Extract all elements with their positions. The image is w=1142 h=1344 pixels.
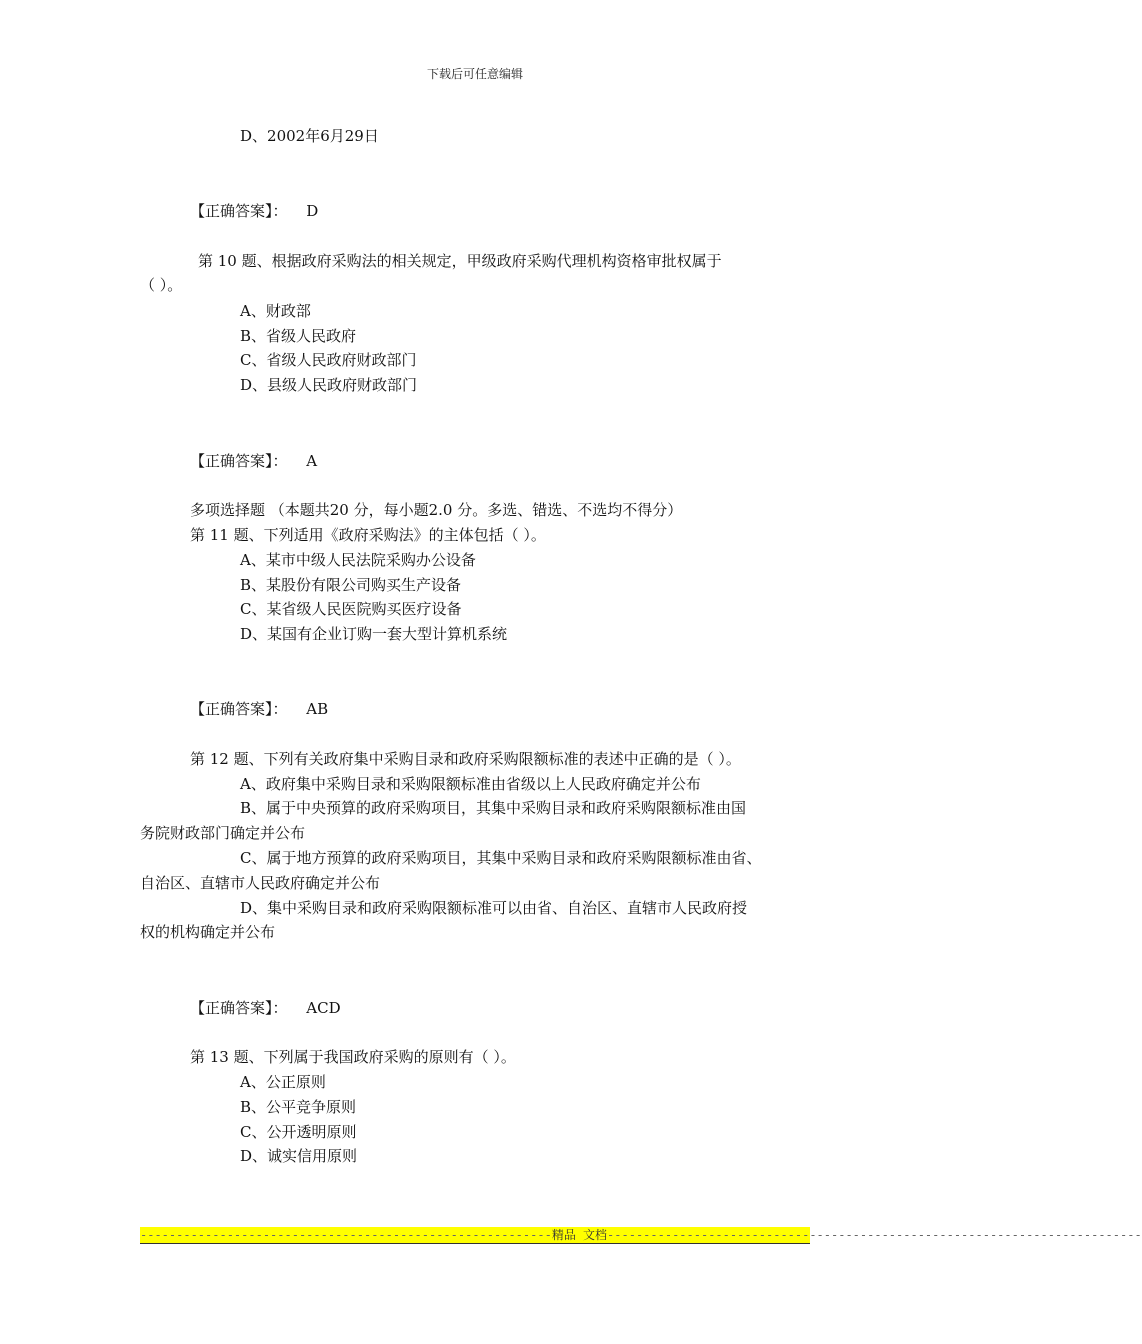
q11-stem: 第 11 题、下列适用《政府采购法》的主体包括（ ）。 [190, 526, 546, 544]
q12-option-c-line1: C、属于地方预算的政府采购项目，其集中采购目录和政府采购限额标准由省、 [240, 849, 762, 867]
q12-answer [190, 998, 341, 1018]
q10-option-d: D、县级人民政府财政部门 [240, 376, 418, 394]
answer-value: AB [306, 700, 329, 718]
answer-value: D [306, 202, 319, 220]
q13-option-a: A、公正原则 [240, 1073, 326, 1091]
answer-value: ACD [306, 999, 341, 1017]
q12-option-a: A、政府集中采购目录和采购限额标准由省级以上人民政府确定并公布 [240, 775, 701, 793]
q10-stem-line1: 第 10 题、根据政府采购法的相关规定，甲级政府采购代理机构资格审批权属于 [198, 252, 722, 270]
q10-answer [190, 451, 317, 471]
footer-left-dashes: --------------------------------------------------------- [140, 1228, 552, 1242]
q9-option-d: D、2002年6月29日 [240, 127, 379, 145]
q11-option-d: D、某国有企业订购一套大型计算机系统 [240, 625, 508, 643]
q10-option-c: C、省级人民政府财政部门 [240, 351, 417, 369]
answer-label: 【正确答案】： [190, 700, 288, 718]
answer-label: 【正确答案】： [190, 202, 288, 220]
footer-bar [140, 1227, 1142, 1244]
q9-answer [190, 201, 318, 221]
q13-option-d: D、诚实信用原则 [240, 1147, 358, 1165]
section-heading: 多项选择题 （本题共20 分，每小题2.0 分。多选、错选、不选均不得分） [190, 501, 683, 519]
q11-option-c: C、某省级人民医院购买医疗设备 [240, 600, 462, 618]
answer-label: 【正确答案】： [190, 452, 288, 470]
q11-option-a: A、某市中级人民法院采购办公设备 [240, 551, 476, 569]
answer-value: A [306, 452, 318, 470]
q10-option-b: B、省级人民政府 [240, 327, 357, 345]
q11-option-b: B、某股份有限公司购买生产设备 [240, 576, 462, 594]
q11-answer [190, 699, 328, 719]
q12-option-b-line2: 务院财政部门确定并公布 [140, 824, 306, 842]
q13-option-b: B、公平竞争原则 [240, 1098, 357, 1116]
q12-option-c-line2: 自治区、直辖市人民政府确定并公布 [140, 874, 381, 892]
q10-option-a: A、财政部 [240, 302, 311, 320]
footer-right-dashes: -------------------------------------------------------------------------- [607, 1228, 1142, 1242]
q12-option-b-line1: B、属于中央预算的政府采购项目，其集中采购目录和政府采购限额标准由国 [240, 799, 747, 817]
q12-stem: 第 12 题、下列有关政府集中采购目录和政府采购限额标准的表述中正确的是（ ）。 [190, 750, 741, 768]
q13-option-c: C、公开透明原则 [240, 1123, 357, 1141]
answer-label: 【正确答案】： [190, 999, 288, 1017]
q13-stem: 第 13 题、下列属于我国政府采购的原则有（ ）。 [190, 1048, 516, 1066]
q10-stem-line2: （ ）。 [140, 276, 183, 294]
page-header: 下载后可任意编辑 [426, 67, 523, 81]
q12-option-d-line1: D、集中采购目录和政府采购限额标准可以由省、自治区、直辖市人民政府授 [240, 899, 748, 917]
q12-option-d-line2: 权的机构确定并公布 [140, 923, 276, 941]
footer-label: 精品 文档 [551, 1228, 608, 1242]
